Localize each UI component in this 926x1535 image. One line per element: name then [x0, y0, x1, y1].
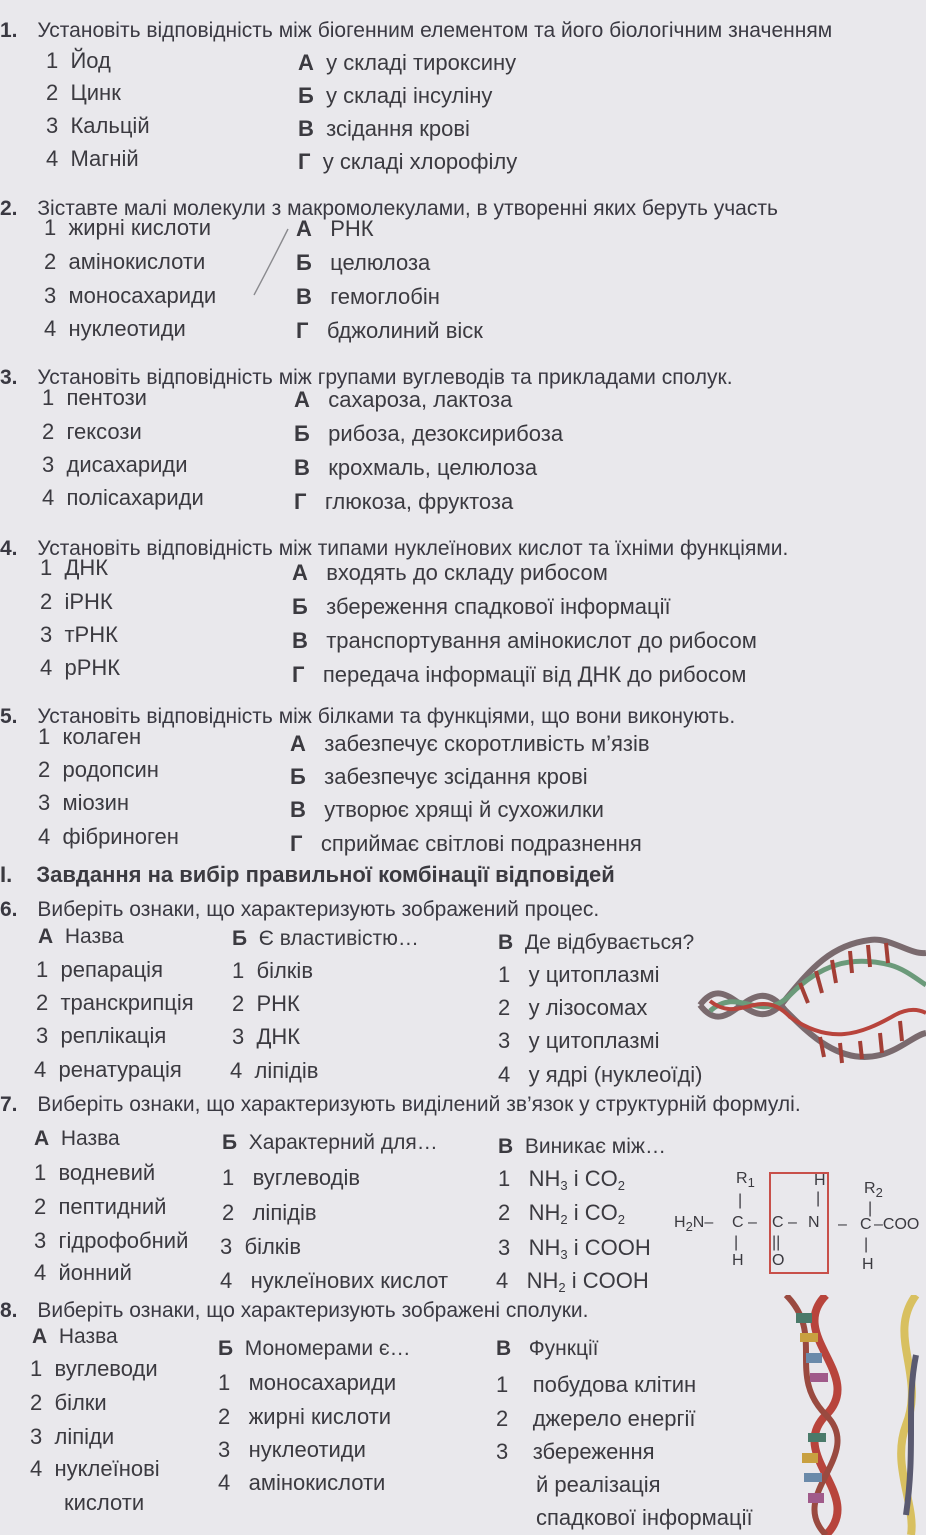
question-5: 5. Установіть відповідність між білками та функціями, що вони виконують.	[0, 705, 736, 728]
formula-c1: C	[732, 1214, 744, 1231]
q5-item-4: 4 фібриноген	[38, 824, 179, 849]
q8-col-a-item-4-cont: кислоти	[64, 1490, 145, 1515]
q8-col-c-item-1: 1 побудова клітин	[496, 1372, 697, 1397]
q3-item-3: 3 дисахариди	[42, 452, 188, 477]
q8-col-b-header: Б Мономерами є…	[218, 1337, 411, 1360]
structural-formula: $R_1$ H $R_2$ | | | $H_2N-$ C – C – N – C –COO | || | H O H	[674, 1170, 920, 1273]
pencil-mark	[240, 225, 300, 305]
formula-h1: H	[732, 1252, 744, 1269]
q2-option-b: Б целюлоза	[296, 250, 431, 275]
question-1	[0, 18, 832, 44]
q5-option-d: Г сприймає світлові подразнення	[290, 831, 642, 856]
q7-col-a-item-1: 1 водневий	[34, 1160, 156, 1185]
q6-col-c-item-4: 4 у ядрі (нуклеоїді)	[498, 1062, 703, 1087]
question-4: 4. Установіть відповідність між типами нуклеїнових кислот та їхніми функціями.	[0, 537, 789, 560]
q2-option-a: А РНК	[296, 216, 374, 241]
q6-col-c-item-1: 1 у цитоплазмі	[498, 962, 660, 987]
formula-r1: $R_1$	[736, 1170, 755, 1190]
q1-item-2: 2 Цинк	[46, 80, 121, 105]
q6-col-b-header: Б Є властивістю…	[232, 927, 419, 950]
q3-option-d: Г глюкоза, фруктоза	[294, 489, 514, 514]
q4-option-d: Г передача інформації від ДНК до рибосом	[292, 662, 747, 687]
question-number: 1.	[0, 19, 18, 42]
q8-col-a-item-2: 2 білки	[30, 1390, 107, 1415]
q8-col-c-item-3-cont2: спадкової інформації	[536, 1505, 753, 1530]
q7-col-c-item-1: 1 $NH_3$ і $CO_2$	[498, 1166, 625, 1193]
q5-option-a: А забезпечує скоротливість м’язів	[290, 731, 650, 756]
q7-col-c-item-2: 2 $NH_2$ і $CO_2$	[498, 1200, 625, 1227]
q3-option-c: В крохмаль, целюлоза	[294, 455, 538, 480]
question-8: 8. Виберіть ознаки, що характеризують зображені сполуки.	[0, 1299, 589, 1322]
q4-option-a: А входять до складу рибосом	[292, 560, 608, 585]
q7-col-c-item-4: 4 $NH_2$ і COOH	[496, 1268, 649, 1295]
q8-col-a-item-1: 1 вуглеводи	[30, 1356, 158, 1381]
q7-col-a-header: А Назва	[34, 1127, 120, 1150]
q7-col-c-item-3: 3 $NH_3$ і COOH	[498, 1235, 651, 1262]
q7-col-b-item-2: 2 ліпідів	[222, 1200, 317, 1225]
q2-item-2: 2 амінокислоти	[44, 249, 206, 274]
q6-col-b-item-4: 4 ліпідів	[230, 1058, 319, 1083]
q6-col-b-item-3: 3 ДНК	[232, 1024, 301, 1049]
question-3: 3. Установіть відповідність між групами вуглеводів та прикладами сполук.	[0, 366, 733, 389]
q1-option-d: Г у складі хлорофілу	[298, 149, 518, 174]
q2-option-d: Г бджолиний віск	[296, 318, 483, 343]
q7-col-a-item-3: 3 гідрофобний	[34, 1228, 189, 1253]
q6-col-b-item-1: 1 білків	[232, 958, 314, 983]
formula-c3: C	[860, 1216, 872, 1233]
question-6: 6. Виберіть ознаки, що характеризують зображений процес.	[0, 898, 600, 921]
q7-col-c-header: В Виникає між…	[498, 1135, 666, 1158]
question-7: 7. Виберіть ознаки, що характеризують виділений зв’язок у структурній формулі.	[0, 1093, 801, 1116]
q5-item-3: 3 міозин	[38, 790, 130, 815]
q4-option-b: Б збереження спадкової інформації	[292, 594, 671, 619]
q2-item-4: 4 нуклеотиди	[44, 316, 186, 341]
q8-col-c-item-3-cont1: й реалізація	[536, 1472, 661, 1497]
q4-item-4: 4 рРНК	[40, 655, 121, 680]
q8-col-b-item-2: 2 жирні кислоти	[218, 1404, 392, 1429]
formula-c2: C	[772, 1214, 784, 1231]
q5-item-2: 2 родопсин	[38, 757, 159, 782]
q6-col-a-item-2: 2 транскрипція	[36, 990, 194, 1015]
q3-item-2: 2 гексози	[42, 419, 142, 444]
q2-option-c: В гемоглобін	[296, 284, 440, 309]
q4-item-3: 3 тРНК	[40, 622, 118, 647]
q7-col-b-item-4: 4 нуклеїнових кислот	[220, 1268, 449, 1293]
q6-col-a-item-1: 1 репарація	[36, 957, 163, 982]
q6-col-c-item-3: 3 у цитоплазмі	[498, 1028, 660, 1053]
q1-item-1: 1 Йод	[46, 48, 111, 73]
q1-option-b: Б у складі інсуліну	[298, 83, 493, 108]
section-heading: I. Завдання на вибір правильної комбінації відповідей	[0, 862, 615, 887]
q6-col-b-item-2: 2 РНК	[232, 991, 300, 1016]
q4-option-c: В транспортування амінокислот до рибосом	[292, 628, 757, 653]
q8-col-b-item-3: 3 нуклеотиди	[218, 1437, 366, 1462]
q6-col-a-header: А Назва	[38, 925, 124, 948]
dna-helix-image	[766, 1295, 926, 1535]
q8-col-c-item-2: 2 джерело енергії	[496, 1406, 696, 1431]
q8-col-c-header: В Функції	[496, 1337, 599, 1360]
q2-item-1: 1 жирні кислоти	[44, 215, 211, 240]
q8-col-c-item-3: 3 збереження	[496, 1439, 655, 1464]
formula-n: N	[808, 1214, 820, 1231]
q7-col-a-item-2: 2 пептидний	[34, 1194, 167, 1219]
q7-col-b-item-3: 3 білків	[220, 1234, 302, 1259]
formula-tail: –COO	[874, 1216, 920, 1233]
q6-col-c-item-2: 2 у лізосомах	[498, 995, 648, 1020]
q5-item-1: 1 колаген	[38, 724, 142, 749]
q6-col-a-item-4: 4 ренатурація	[34, 1057, 182, 1082]
q5-option-c: В утворює хрящі й сухожилки	[290, 797, 604, 822]
q8-col-a-header: А Назва	[32, 1325, 118, 1348]
q2-item-3: 3 моносахариди	[44, 283, 217, 308]
formula-h-top: H	[814, 1172, 826, 1189]
q8-col-a-item-3: 3 ліпіди	[30, 1424, 115, 1449]
q3-item-1: 1 пентози	[42, 385, 147, 410]
q1-item-3: 3 Кальцій	[46, 113, 150, 138]
q8-col-a-item-4: 4 нуклеїнові	[30, 1456, 160, 1481]
question-2: 2. Зіставте малі молекули з макромолекулами, в утворенні яких беруть участь	[0, 197, 778, 220]
q1-option-a: А у складі тироксину	[298, 50, 517, 75]
dna-replication-image	[690, 925, 926, 1090]
q5-option-b: Б забезпечує зсідання крові	[290, 764, 588, 789]
formula-amino-group: $H_2N-$	[674, 1214, 714, 1234]
q7-col-b-header: Б Характерний для…	[222, 1131, 438, 1154]
q3-item-4: 4 полісахариди	[42, 485, 204, 510]
q4-item-1: 1 ДНК	[40, 555, 109, 580]
q7-col-a-item-4: 4 йонний	[34, 1260, 132, 1285]
q4-item-2: 2 іРНК	[40, 589, 113, 614]
formula-h2: H	[862, 1256, 874, 1273]
q1-item-4: 4 Магній	[46, 146, 139, 171]
q3-option-a: А сахароза, лактоза	[294, 387, 513, 412]
q8-col-b-item-1: 1 моносахариди	[218, 1370, 397, 1395]
question-text: Установіть відповідність між біогенним елементом та його біологічним значенням	[37, 19, 833, 42]
formula-o: O	[772, 1252, 785, 1269]
q3-option-b: Б рибоза, дезоксирибоза	[294, 421, 564, 446]
formula-r2: $R_2$	[864, 1180, 883, 1200]
q6-col-c-header: В Де відбувається?	[498, 931, 695, 954]
q1-option-c: В зсідання крові	[298, 116, 470, 141]
q6-col-a-item-3: 3 реплікація	[36, 1023, 167, 1048]
q7-col-b-item-1: 1 вуглеводів	[222, 1165, 361, 1190]
q8-col-b-item-4: 4 амінокислоти	[218, 1470, 386, 1495]
